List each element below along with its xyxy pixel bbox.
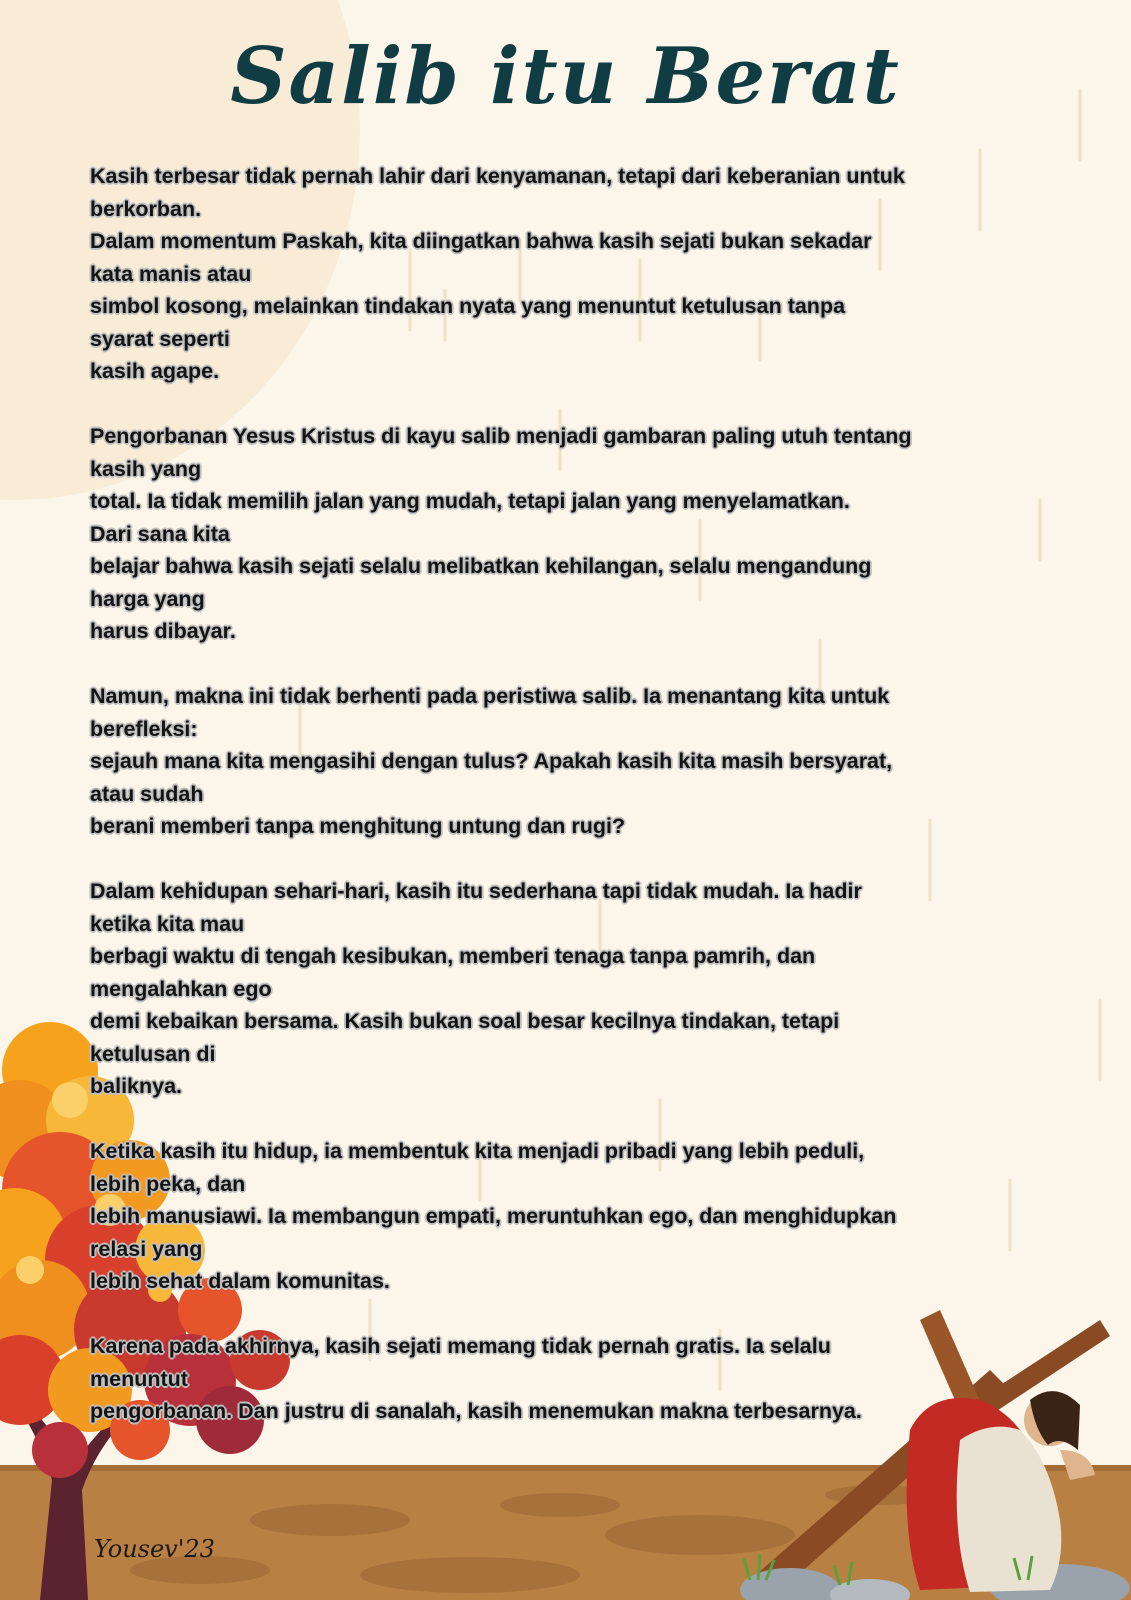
text-line: harus dibayar. xyxy=(90,619,236,643)
author-signature: Yousev'23 xyxy=(94,1535,215,1563)
text-line: kata manis atau xyxy=(90,261,252,286)
text-line: berbagi waktu di tengah kesibukan, memberi tenaga tanpa pamrih, dan xyxy=(90,944,816,968)
text-line: baliknya. xyxy=(90,1074,183,1098)
poster-title: Salib itu Berat xyxy=(230,31,901,122)
text-line: Dalam kehidupan sehari-hari, kasih itu sederhana tapi tidak mudah. Ia hadir xyxy=(90,879,862,903)
text-line: simbol kosong, melainkan tindakan nyata yang menuntut ketulusan tanpa xyxy=(90,294,846,318)
text-line: Karena pada akhirnya, kasih sejati memang tidak pernah gratis. Ia selalu xyxy=(90,1334,831,1358)
text-line: ketika kita mau xyxy=(90,911,245,936)
text-line: berani memberi tanpa menghitung untung dan rugi? xyxy=(90,814,626,838)
text-line: menuntut xyxy=(90,1366,188,1391)
poem-body xyxy=(90,160,1030,1460)
paragraph xyxy=(90,680,1030,843)
text-line: sejauh mana kita mengasihi dengan tulus? Apakah kasih kita masih bersyarat, xyxy=(90,749,893,773)
text-line: pengorbanan. Dan justru di sanalah, kasih menemukan makna terbesarnya. xyxy=(90,1399,862,1423)
text-line: Dalam momentum Paskah, kita diingatkan bahwa kasih sejati bukan sekadar xyxy=(90,229,872,253)
text-line: berkorban. xyxy=(90,196,202,221)
text-line: demi kebaikan bersama. Kasih bukan soal besar kecilnya tindakan, tetapi xyxy=(90,1009,840,1033)
text-line: kasih agape. xyxy=(90,359,220,383)
text-line: ketulusan di xyxy=(90,1041,216,1066)
text-line: mengalahkan ego xyxy=(90,976,272,1001)
paragraph xyxy=(90,160,1030,388)
text-line: Namun, makna ini tidak berhenti pada peristiwa salib. Ia menantang kita untuk xyxy=(90,684,890,708)
text-line: kasih yang xyxy=(90,456,202,481)
text-line: total. Ia tidak memilih jalan yang mudah, tetapi jalan yang menyelamatkan. xyxy=(90,489,850,513)
text-line: lebih manusiawi. Ia membangun empati, meruntuhkan ego, dan menghidupkan xyxy=(90,1204,897,1228)
paragraph xyxy=(90,1135,1030,1298)
text-line: berefleksi: xyxy=(90,716,198,741)
text-line: syarat seperti xyxy=(90,326,230,351)
text-line: Dari sana kita xyxy=(90,521,230,546)
text-line: lebih peka, dan xyxy=(90,1171,246,1196)
text-line: Pengorbanan Yesus Kristus di kayu salib menjadi gambaran paling utuh tentang xyxy=(90,424,912,448)
text-line: Kasih terbesar tidak pernah lahir dari kenyamanan, tetapi dari keberanian untuk xyxy=(90,164,905,188)
paragraph xyxy=(90,1330,1030,1428)
text-line: belajar bahwa kasih sejati selalu melibatkan kehilangan, selalu mengandung xyxy=(90,554,872,578)
text-line: harga yang xyxy=(90,586,205,611)
text-line: atau sudah xyxy=(90,781,204,806)
paragraph xyxy=(90,875,1030,1103)
text-line: relasi yang xyxy=(90,1236,203,1261)
text-line: lebih sehat dalam komunitas. xyxy=(90,1269,390,1293)
paragraph xyxy=(90,420,1030,648)
text-line: Ketika kasih itu hidup, ia membentuk kita menjadi pribadi yang lebih peduli, xyxy=(90,1139,865,1163)
